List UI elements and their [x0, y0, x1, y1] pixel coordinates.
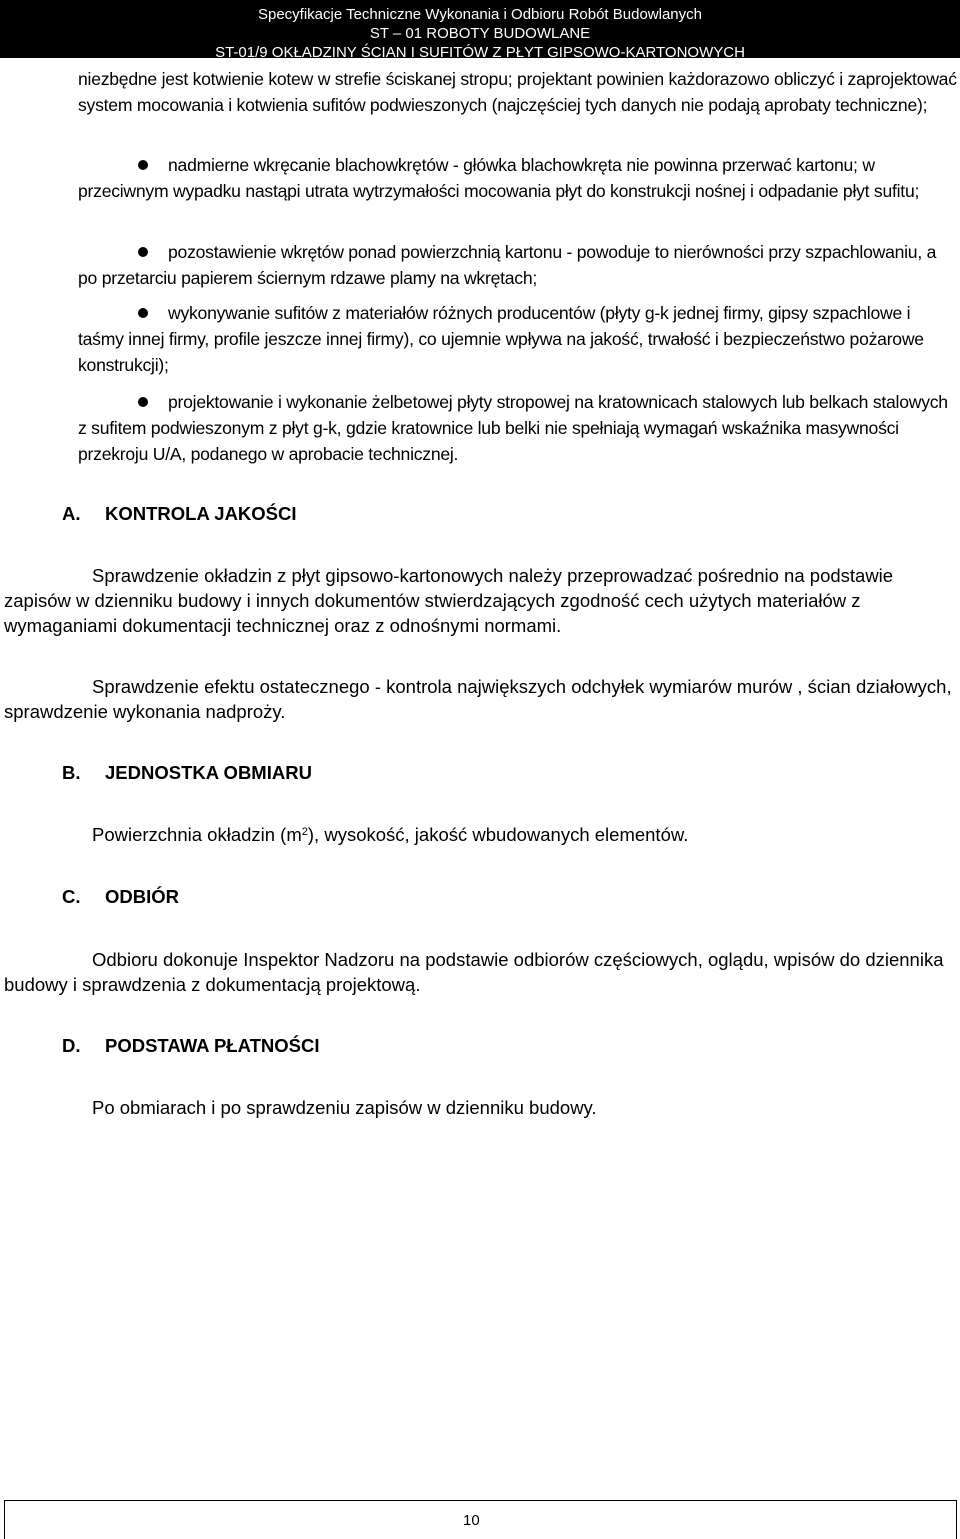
list-item [78, 239, 958, 291]
list-item [78, 389, 958, 467]
section-d-paragraph: Po obmiarach i po sprawdzeniu zapisów w dzienniku budowy. [92, 1097, 597, 1118]
page-number: 10 [463, 1512, 480, 1529]
list-item [78, 300, 958, 378]
intro-paragraph: niezbędne jest kotwienie kotew w strefie ściskanej stropu; projektant powinien każdorazowo obliczyć i zaprojektować system mocowania i kotwienia sufitów podwieszonych (najczęściej tych danych nie podają aprobaty techniczne); [78, 69, 957, 115]
text-part: ), wysokość, jakość wbudowanych elementów. [307, 824, 689, 845]
section-number: C. [62, 886, 81, 907]
section-number: A. [62, 503, 81, 524]
section-title: ODBIÓR [105, 886, 179, 907]
section-b-paragraph [4, 822, 954, 847]
list-item-text: pozostawienie wkrętów ponad powierzchnią kartonu - powoduje to nierówności przy szpachlowaniu, a po przetarciu papierem ściernym rdzawe plamy na wkrętach; [78, 242, 937, 288]
section-a-paragraph-1: Sprawdzenie okładzin z płyt gipsowo-kartonowych należy przeprowadzać pośrednio na podstawie zapisów w dzienniku budowy i innych dokumentów stwierdzających zgodność cech użytych materiałów z wymaganiami dokumentacji technicznej oraz z odnośnymi normami. [4, 565, 894, 636]
section-heading-a [62, 501, 297, 527]
section-title: PODSTAWA PŁATNOŚCI [105, 1035, 320, 1056]
section-heading-d [62, 1033, 319, 1059]
document-header [0, 0, 960, 61]
page-footer [4, 1500, 957, 1539]
list-item [78, 152, 958, 204]
section-heading-c [62, 884, 179, 910]
section-a-paragraph-2: Sprawdzenie efektu ostatecznego - kontrola największych odchyłek wymiarów murów , ścian działowych, sprawdzenie wykonania nadproży. [4, 676, 952, 722]
header-section: ST – 01 ROBOTY BUDOWLANE [369, 25, 591, 42]
text-part: Powierzchnia okładzin (m [92, 824, 302, 845]
superscript: 2 [301, 826, 308, 838]
list-item-text: nadmierne wkręcanie blachowkrętów - główka blachowkręta nie powinna przerwać kartonu; w przeciwnym wypadku nastąpi utrata wytrzymałości mocowania płyt do konstrukcji nośnej i odpadanie płyt sufitu; [78, 155, 920, 201]
section-heading-b [62, 760, 312, 786]
header-spec-title: Specyfikacje Techniczne Wykonania i Odbioru Robót Budowlanych [257, 6, 702, 23]
list-item-text: wykonywanie sufitów z materiałów różnych producentów (płyty g-k jednej firmy, gipsy szpachlowe i taśmy innej firmy, profile jeszcze innej firmy), co ujemnie wpływa na jakość, trwałość i bezpieczeństwo pożarowe konstrukcji); [78, 303, 924, 375]
section-title: JEDNOSTKA OBMIARU [105, 762, 312, 783]
section-number: B. [62, 762, 81, 783]
list-item-text: projektowanie i wykonanie żelbetowej płyty stropowej na kratownicach stalowych lub belkach stalowych z sufitem podwieszonym z płyt g-k, gdzie kratownice lub belki nie spełniają wymagań wskaźnika masywności przekroju U/A, podanego w aprobacie technicznej. [78, 392, 948, 464]
section-number: D. [62, 1035, 81, 1056]
section-c-paragraph: Odbioru dokonuje Inspektor Nadzoru na podstawie odbiorów częściowych, oglądu, wpisów do dziennika budowy i sprawdzenia z dokumentacją projektową. [4, 949, 944, 995]
header-subsection: ST-01/9 OKŁADZINY ŚCIAN I SUFITÓW Z PŁYT GIPSOWO-KARTONOWYCH [215, 44, 745, 61]
section-title: KONTROLA JAKOŚCI [105, 503, 297, 524]
